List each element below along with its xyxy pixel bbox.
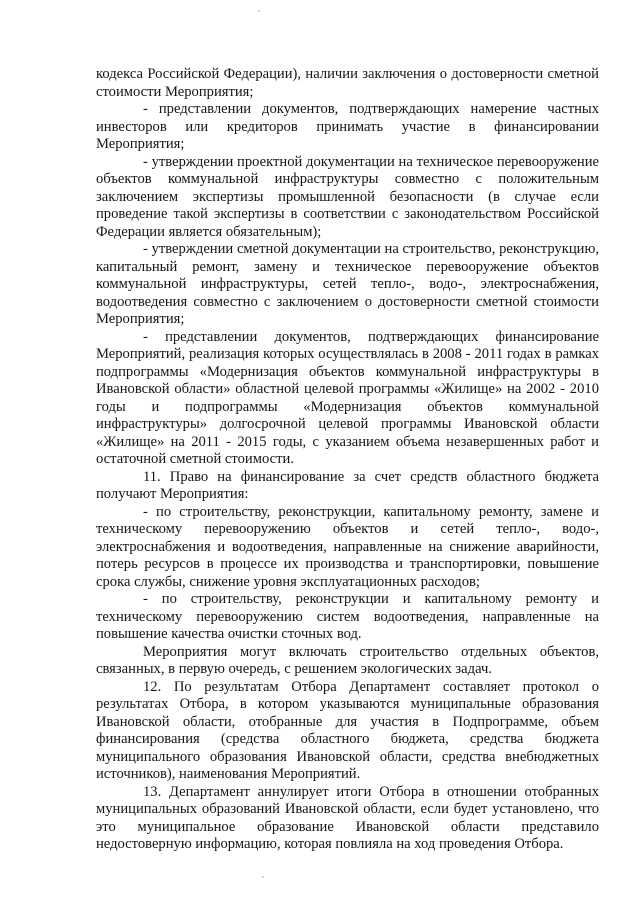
paragraph-estimate-documentation: - утверждении сметной документации на строительство, реконструкцию, капитальный ремонт, замену и техническое перевооружение объектов коммунальной инфраструктуры, сетей тепло-, водо-, электроснабжения, водоотведения совместно с заключением о достоверности сметной стоимости Мероприятия; <box>96 241 599 327</box>
paragraph-wastewater-systems: - по строительству, реконструкции и капитальному ремонту и техническому перевооружению систем водоотведения, направленные на повышение качества очистки сточных вод. <box>96 591 599 642</box>
scan-speck <box>262 876 264 878</box>
document-body <box>96 66 599 854</box>
paragraph-section-11: 11. Право на финансирование за счет средств областного бюджета получают Мероприятия: <box>96 468 599 502</box>
paragraph-project-documentation: - утверждении проектной документации на техническое перевооружение объектов коммунальной инфраструктуры совместно с положительным заключением экспертизы промышленной безопасности (в случае если проведение такой экспертизы в соответствии с законодательством Российской Федерации является обязательным); <box>96 153 599 240</box>
paragraph-investors: - представлении документов, подтверждающих намерение частных инвесторов или кредиторов принимать участие в финансировании Мероприятия; <box>96 101 599 152</box>
paragraph-construction-networks: - по строительству, реконструкции, капитальному ремонту, замене и техническому перевооружению объектов и сетей тепло-, водо-, электроснабжения и водоотведения, направленные на снижение аварийности, потерь ресурсов в процессе их производства и транспортировки, повышение срока службы, снижение уровня эксплуатационных расходов; <box>96 503 599 590</box>
paragraph-continuation: кодекса Российской Федерации), наличии заключения о достоверности сметной стоимости Мероприятия; <box>96 66 599 100</box>
scan-speck <box>258 10 260 12</box>
paragraph-section-12: 12. По результатам Отбора Департамент составляет протокол о результатах Отбора, в котором указываются муниципальные образования Ивановской области, отобранные для участия в Подпрограмме, объем финансирования (средства областного бюджета, средства бюджета муниципального образования Ивановской области, средства внебюджетных источников), наименования Мероприятий. <box>96 678 599 782</box>
paragraph-financing-documents: - представлении документов, подтверждающих финансирование Мероприятий, реализация которых осуществлялась в 2008 - 2011 годах в рамках подпрограммы «Модернизация объектов коммунальной инфраструктуры в Ивановской области» областной целевой программы «Жилище» на 2002 - 2010 годы и подпрограммы «Модернизация объектов коммунальной инфраструктуры» долгосрочной целевой программы Ивановской области «Жилище» на 2011 - 2015 годы, с указанием объема незавершенных работ и остаточной сметной стоимости. <box>96 328 599 467</box>
paragraph-ecological-tasks: Мероприятия могут включать строительство отдельных объектов, связанных, в первую очередь, с решением экологических задач. <box>96 643 599 677</box>
paragraph-section-13: 13. Департамент аннулирует итоги Отбора в отношении отобранных муниципальных образований Ивановской области, если будет установлено, что это муниципальное образование Ивановской области представило недостоверную информацию, которая повлияла на ход проведения Отбора. <box>96 783 599 852</box>
